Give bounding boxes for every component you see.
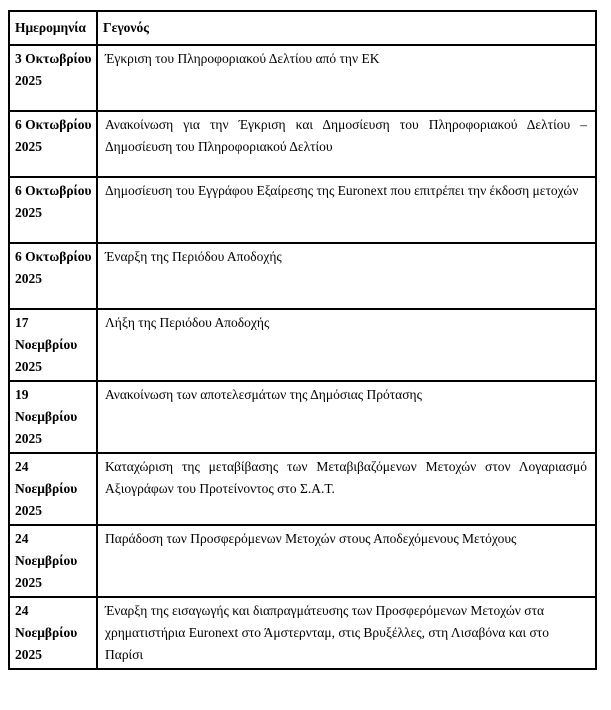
table-row xyxy=(9,177,596,243)
event-cell: Καταχώριση της μεταβίβασης των Μεταβιβαζόμενων Μετοχών στον Λογαριασμό Αξιογράφων του Προτείνοντος στο Σ.Α.Τ. xyxy=(97,453,596,525)
table-row xyxy=(9,597,596,669)
date-cell: 6 Οκτωβρίου 2025 xyxy=(9,111,97,177)
date-cell: 24 Νοεμβρίου 2025 xyxy=(9,597,97,669)
date-cell: 3 Οκτωβρίου 2025 xyxy=(9,45,97,111)
table-row xyxy=(9,243,596,309)
table-row xyxy=(9,453,596,525)
table-row xyxy=(9,525,596,597)
events-timeline-table xyxy=(8,10,597,670)
header-row xyxy=(9,11,596,45)
event-cell: Δημοσίευση του Εγγράφου Εξαίρεσης της Euronext που επιτρέπει την έκδοση μετοχών xyxy=(97,177,596,243)
event-cell: Έναρξη της εισαγωγής και διαπραγμάτευσης των Προσφερόμενων Μετοχών στα χρηματιστήρια Euronext στο Άμστερνταμ, στις Βρυξέλλες, στη Λισαβόνα και στο Παρίσι xyxy=(97,597,596,669)
table-row xyxy=(9,111,596,177)
event-cell: Λήξη της Περιόδου Αποδοχής xyxy=(97,309,596,381)
date-cell: 17 Νοεμβρίου 2025 xyxy=(9,309,97,381)
date-cell: 6 Οκτωβρίου 2025 xyxy=(9,177,97,243)
date-cell: 19 Νοεμβρίου 2025 xyxy=(9,381,97,453)
date-cell: 6 Οκτωβρίου 2025 xyxy=(9,243,97,309)
column-header-event: Γεγονός xyxy=(97,11,596,45)
events-table-body xyxy=(9,45,596,669)
event-cell: Ανακοίνωση των αποτελεσμάτων της Δημόσιας Πρότασης xyxy=(97,381,596,453)
event-cell: Παράδοση των Προσφερόμενων Μετοχών στους Αποδεχόμενους Μετόχους xyxy=(97,525,596,597)
event-cell: Έγκριση του Πληροφοριακού Δελτίου από την ΕΚ xyxy=(97,45,596,111)
table-row xyxy=(9,381,596,453)
date-cell: 24 Νοεμβρίου 2025 xyxy=(9,453,97,525)
date-cell: 24 Νοεμβρίου 2025 xyxy=(9,525,97,597)
events-table-head xyxy=(9,11,596,45)
event-cell: Έναρξη της Περιόδου Αποδοχής xyxy=(97,243,596,309)
event-cell: Ανακοίνωση για την Έγκριση και Δημοσίευση του Πληροφοριακού Δελτίου – Δημοσίευση του Πληροφοριακού Δελτίου xyxy=(97,111,596,177)
column-header-date: Ημερομηνία xyxy=(9,11,97,45)
table-row xyxy=(9,45,596,111)
table-row xyxy=(9,309,596,381)
